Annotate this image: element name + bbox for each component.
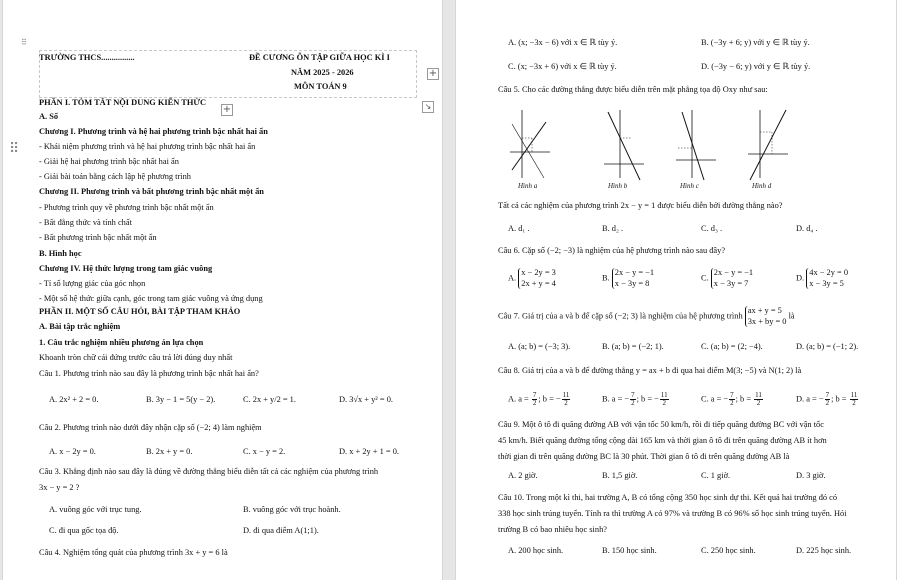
q1-option-b[interactable]: B. 3y − 1 = 5(y − 2). [146, 395, 216, 404]
mc-instruction: Khoanh tròn chữ cái đứng trước câu trả lời đúng duy nhất [39, 353, 233, 362]
part2-heading: PHẦN II. MỘT SỐ CÂU HỎI, BÀI TẬP THAM KHẢO [39, 307, 241, 316]
q7-option-c[interactable]: C. (a; b) = (2; −4). [701, 342, 763, 351]
q7-option-b[interactable]: B. (a; b) = (−2; 1). [602, 342, 664, 351]
school-year: NĂM 2025 - 2026 [291, 68, 354, 77]
graph-caption-b: Hình b [608, 182, 628, 190]
q3-option-a[interactable]: A. vuông góc với trục tung. [49, 505, 142, 514]
graph-a [508, 108, 552, 184]
question-5-ask: Tất cả các nghiệm của phương trình 2x − y = 1 được biểu diễn bởi đường thẳng nào? [498, 201, 783, 210]
chapter2-item: - Bất đẳng thức và tính chất [39, 218, 132, 227]
question-9-line3: thời gian đi trên quãng đường BC là 30 phút. Thời gian ô tô đi trên quãng đường AB là [498, 452, 790, 461]
chapter4-heading: Chương IV. Hệ thức lượng trong tam giác vuông [39, 264, 213, 273]
q7-option-a[interactable]: A. (a; b) = (−3; 3). [508, 342, 571, 351]
q6-option-b[interactable]: B. 2x − y = −1 x − 3y = 8 [602, 268, 655, 288]
q6-option-c[interactable]: C. 2x − y = −1 x − 3y = 7 [701, 268, 754, 288]
q4-option-d[interactable]: D. (−3y − 6; y) với y ∈ ℝ tùy ý. [701, 62, 811, 71]
chapter1-item: - Giải bài toán bằng cách lập hệ phương trình [39, 172, 191, 181]
chapter4-item: - Tỉ số lượng giác của góc nhọn [39, 279, 146, 288]
graph-caption-d: Hình d [752, 182, 772, 190]
chapter1-heading: Chương I. Phương trình và hệ hai phương trình bậc nhất hai ẩn [39, 127, 268, 136]
question-10-line1: Câu 10. Trong một kì thi, hai trường A, B có tổng cộng 350 học sinh dự thi. Kết quả hai trường đó có [498, 493, 838, 502]
chapter2-item: - Phương trình quy về phương trình bậc nhất một ẩn [39, 203, 214, 212]
question-6: Câu 6. Cặp số (−2; −3) là nghiệm của hệ phương trình nào sau đây? [498, 246, 726, 255]
school-name: TRƯỜNG THCS................ [39, 53, 135, 62]
q9-option-b[interactable]: B. 1,5 giờ. [602, 471, 638, 480]
graph-caption-c: Hình c [680, 182, 699, 190]
q2-option-d[interactable]: D. x + 2y + 1 = 0. [339, 447, 399, 456]
question-2: Câu 2. Phương trình nào dưới đây nhận cặp số (−2; 4) làm nghiệm [39, 423, 262, 432]
q8-option-d[interactable]: D. a = − $\frac{7}{2}$ ; b = $\frac{11}{2}$ [796, 391, 858, 407]
q1-option-d[interactable]: D. 3√x + y² = 0. [339, 395, 394, 404]
subject-label: MÔN TOÁN 9 [294, 82, 347, 91]
chapter1-item: - Giải hệ hai phương trình bậc nhất hai ẩn [39, 157, 179, 166]
add-column-button[interactable]: + [428, 68, 438, 79]
question-3-line2: 3x − y = 2 ? [39, 483, 80, 492]
add-row-button[interactable]: + [222, 104, 232, 115]
q6-option-d[interactable]: D. 4x − 2y = 0 x − 3y = 5 [796, 268, 849, 288]
q9-option-c[interactable]: C. 1 giờ. [701, 471, 731, 480]
table-move-handle[interactable]: ⠿ [21, 38, 27, 47]
q2-option-c[interactable]: C. x − y = 2. [243, 447, 286, 456]
drag-handle-icon[interactable]: ⠿ [9, 141, 20, 157]
q6-option-a[interactable]: A. x − 2y = 3 2x + y = 4 [508, 268, 556, 288]
q2-option-b[interactable]: B. 2x + y = 0. [146, 447, 193, 456]
q8-option-c[interactable]: C. a = − $\frac{7}{2}$ ; b = $\frac{11}{2}$ [701, 391, 762, 407]
question-10-line3: trường B có bao nhiêu học sinh? [498, 525, 607, 534]
document-page-right [455, 0, 897, 580]
q2-option-a[interactable]: A. x − 2y = 0. [49, 447, 96, 456]
question-8: Câu 8. Giá trị của a và b để đường thẳng y = ax + b đi qua hai điểm M(3; −5) và N(1; 2) là [498, 366, 802, 375]
q3-option-d[interactable]: D. đi qua điểm A(1;1). [243, 526, 319, 535]
question-5: Câu 5. Cho các đường thẳng được biểu diễn trên mặt phẳng tọa độ Oxy như sau: [498, 85, 768, 94]
q3-option-c[interactable]: C. đi qua gốc tọa độ. [49, 526, 119, 535]
question-10-line2: 338 học sinh trúng tuyển. Tính ra thì trường A có 97% và trường B có 96% số học sinh trúng tuyển. Hỏi [498, 509, 847, 518]
question-7: Câu 7. Giá trị của a và b để cặp số (−2; 3) là nghiệm của hệ phương trình ax + y = 5 3x + by = 0 là [498, 306, 795, 326]
chapter2-heading: Chương II. Phương trình và bất phương trình bậc nhất một ẩn [39, 187, 264, 196]
question-9-line2: 45 km/h. Biết quãng đường tổng cộng dài 165 km và thời gian ô tô đi trên quãng đường AB ít hơn [498, 436, 827, 445]
question-3-line1: Câu 3. Khẳng định nào sau đây là đúng về đường thẳng biểu diễn tất cả các nghiệm của phương trình [39, 467, 379, 476]
q5-option-d[interactable]: D. d₄ . [796, 224, 818, 233]
question-4: Câu 4. Nghiệm tổng quát của phương trình 3x + y = 6 là [39, 548, 228, 557]
q5-option-a[interactable]: A. d₁ . [508, 224, 530, 233]
q9-option-d[interactable]: D. 3 giờ. [796, 471, 826, 480]
document-page-left [2, 0, 443, 580]
exercise-heading: A. Bài tập trắc nghiệm [39, 322, 121, 331]
q1-option-c[interactable]: C. 2x + y/2 = 1. [243, 395, 296, 404]
mc-heading: 1. Câu trắc nghiệm nhiều phương án lựa chọn [39, 338, 204, 347]
graph-c [674, 108, 718, 184]
section-a-heading: A. Số [39, 112, 59, 121]
q4-option-b[interactable]: B. (−3y + 6; y) với y ∈ ℝ tùy ý. [701, 38, 810, 47]
question-9-line1: Câu 9. Một ô tô đi quãng đường AB với vận tốc 50 km/h, rồi đi tiếp quãng đường BC với vận tốc [498, 420, 824, 429]
graph-b [602, 108, 646, 184]
resize-icon[interactable]: ↘ [422, 101, 434, 113]
q10-option-d[interactable]: D. 225 học sinh. [796, 546, 852, 555]
doc-title: ĐỀ CƯƠNG ÔN TẬP GIỮA HỌC KÌ I [249, 53, 390, 62]
q4-option-a[interactable]: A. (x; −3x − 6) với x ∈ ℝ tùy ý. [508, 38, 618, 47]
q7-option-d[interactable]: D. (a; b) = (−1; 2). [796, 342, 859, 351]
q1-option-a[interactable]: A. 2x² + 2 = 0. [49, 395, 99, 404]
q5-option-b[interactable]: B. d₂ . [602, 224, 624, 233]
chapter2-item: - Bất phương trình bậc nhất một ẩn [39, 233, 157, 242]
graph-d [746, 108, 790, 184]
q10-option-a[interactable]: A. 200 học sinh. [508, 546, 564, 555]
q8-option-b[interactable]: B. a = − $\frac{7}{2}$ ; b = − $\frac{11}{2}$ [602, 391, 668, 407]
q10-option-c[interactable]: C. 250 học sinh. [701, 546, 756, 555]
chapter4-item: - Một số hệ thức giữa cạnh, góc trong tam giác vuông và ứng dụng [39, 294, 263, 303]
graph-caption-a: Hình a [518, 182, 538, 190]
q4-option-c[interactable]: C. (x; −3x + 6) với x ∈ ℝ tùy ý. [508, 62, 617, 71]
q10-option-b[interactable]: B. 150 học sinh. [602, 546, 657, 555]
question-1: Câu 1. Phương trình nào sau đây là phương trình bậc nhất hai ẩn? [39, 369, 259, 378]
q8-option-a[interactable]: A. a = $\frac{7}{2}$ ; b = − $\frac{11}{2}$ [508, 391, 570, 407]
section-b-heading: B. Hình học [39, 249, 82, 258]
chapter1-item: - Khái niệm phương trình và hệ hai phương trình bậc nhất hai ẩn [39, 142, 256, 151]
q3-option-b[interactable]: B. vuông góc với trục hoành. [243, 505, 341, 514]
q5-option-c[interactable]: C. d₃ . [701, 224, 723, 233]
q9-option-a[interactable]: A. 2 giờ. [508, 471, 538, 480]
part1-heading: PHẦN I. TÓM TẮT NỘI DUNG KIẾN THỨC [39, 98, 207, 107]
